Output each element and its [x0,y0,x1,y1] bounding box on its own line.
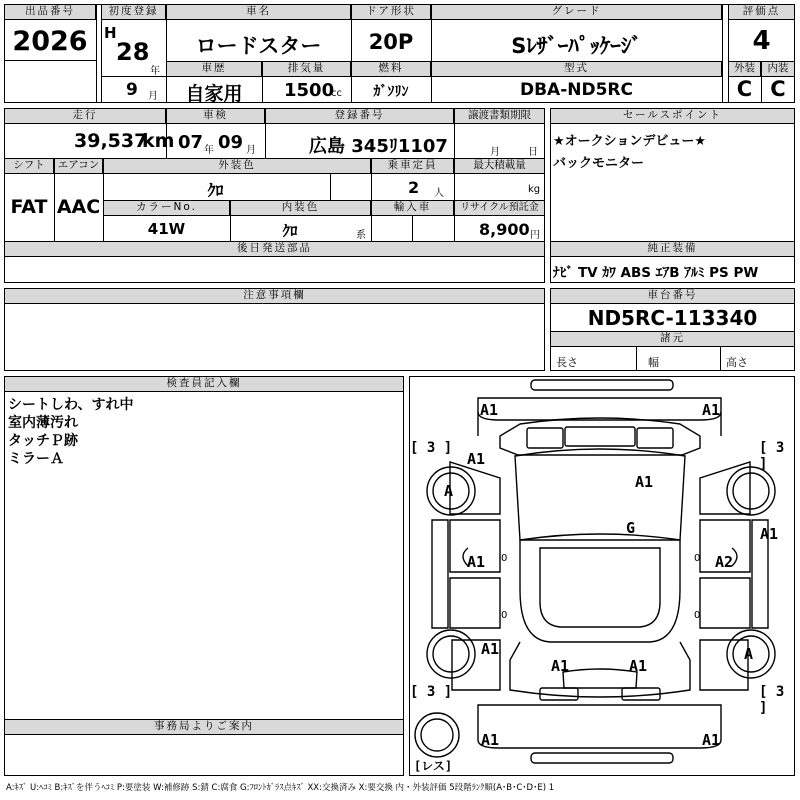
fuel-label: 燃料 [351,61,431,77]
spare-tire: [レス] [414,759,453,773]
grade-label: グレード [431,4,722,20]
damage-rear-bumper-right: A1 [702,731,721,749]
model-label: 型式 [431,61,722,77]
damage-door-left: A1 [467,553,486,571]
damage-windshield: G [626,519,636,537]
damage-hood: A1 [635,473,654,491]
mileage-label: 走行 [4,108,166,124]
damage-rear-bumper-left: A1 [481,731,500,749]
int-color-unit: 系 [356,230,366,241]
equipment-pw: PW [733,265,759,281]
door-value: 20P [368,30,414,54]
ac-label: エアコン [54,158,103,174]
tire-rear-left: [ 3 ] [410,684,453,700]
ext-color-value: ｸﾛ [207,181,224,200]
first-reg-left-border [101,20,102,103]
mileage-unit: km [142,130,175,152]
damage-front-right-panel: A1 [760,525,779,543]
width-label: 幅 [648,356,659,369]
damage-front-fender-left: A1 [467,450,486,468]
color-no-value: 41W [147,220,186,238]
equipment-tv: TV [577,265,598,281]
recycle-unit: 円 [530,230,540,241]
reg-year: 28 [116,38,150,66]
damage-trunk-right: A1 [629,657,648,675]
tire-rear-right: [ 3 ] [759,684,785,716]
selling-line-1: ★オークションデビュー★ [553,134,707,149]
length-label: 長さ [556,356,578,369]
model-value: DBA-ND5RC [519,80,633,100]
lot-number: 2026 [12,26,88,57]
door-label: ドア形状 [351,4,431,20]
grade-value: Sﾚｻﾞｰﾊﾟｯｹｰｼﾞ [511,34,642,58]
equipment-ps: PS [709,265,729,281]
inspector-line-2: 室内薄汚れ [8,415,78,431]
capacity-value: 2 [408,178,420,197]
chassis-number: ND5RC-113340 [587,306,758,330]
int-label: 内装 [761,61,795,77]
capacity-label: 乗車定員 [371,158,454,174]
damage-rear-fender-left: A1 [481,640,500,658]
tire-front-left: [ 3 ] [410,440,453,456]
reg-month: 9 [126,80,138,100]
mileage-right-border [166,124,167,158]
history-right-border [262,77,263,103]
specs-label: 諸元 [550,331,795,347]
int-score: C [770,77,786,101]
insp-year: 07 [178,132,204,153]
year-unit: 年 [150,66,160,77]
color-no-label: カラーNo. [103,200,230,216]
car-name: ロードスター [195,34,322,58]
score-label: 評価点 [728,4,795,20]
lot-right-border [96,4,97,103]
equipment-airbag: ｴｱB [655,265,680,281]
damage-front-bumper-right: A1 [702,401,721,419]
inspector-line-4: ミラーＡ [8,451,64,467]
ac-value: AAC [56,196,101,218]
damage-wheel-front-left: A [444,482,454,500]
inspector-line-3: タッチＰ跡 [8,433,78,449]
lot-label: 出品番号 [4,4,96,20]
displacement-unit: cc [331,88,342,99]
plate-value: 広島 345ﾘ1107 [309,136,448,157]
shift-value: FAT [10,196,48,218]
insp-right-border [265,124,266,158]
ext-color-sub-border [330,174,331,200]
damage-front-bumper-left: A1 [480,401,499,419]
inspection-label: 車検 [166,108,265,124]
zero-mark-left-upper: 0 [501,553,508,564]
caution-label: 注意事項欄 [4,288,545,304]
transfer-day-unit: 日 [528,147,538,158]
plate-label: 登録番号 [265,108,454,124]
lot-divider [4,60,96,61]
selling-label: セールスポイント [550,108,795,124]
plate-right-border [454,124,455,158]
inspector-label: 検査員記入欄 [4,376,404,392]
load-label: 最大積載量 [454,158,545,174]
ext-score: C [736,77,753,101]
grade-right-border [722,4,723,103]
first-reg-label: 初度登録 [101,4,166,20]
capacity-unit: 人 [434,188,444,199]
insp-month-unit: 月 [246,145,256,156]
spare-tire-value: レス [421,759,445,773]
legend: A:ｷｽﾞ U:ﾍｺﾐ B:ｷｽﾞを伴うﾍｺﾐ P:要塗装 W:補修跡 S:錆 C:腐食 G:ﾌﾛﾝﾄｶﾞﾗｽ点ｷｽﾞ XX:交換済み X:要交換 内・外装評価 5段階ﾗﾝｸ順(A･B･C･D･E) 1 [6,783,555,793]
history-label: 車歴 [166,61,262,77]
tire-front-left-value: 3 [426,440,436,456]
length-right-border [636,347,637,371]
displacement-value: 1500 [284,80,335,101]
zero-mark-right-upper: 0 [694,553,701,564]
equipment-nav: ﾅﾋﾞ [553,265,574,281]
ext-color-label: 外装色 [103,158,371,174]
int-color-value: ｸﾛ [282,222,298,240]
diagram-frame [409,376,795,776]
damage-trunk-left: A1 [551,657,570,675]
ext-label: 外装 [728,61,761,77]
import-label: 輸入車 [371,200,454,216]
equipment-leather: ｶﾜ [602,265,616,281]
score-value: 4 [752,26,771,56]
recycle-label: リサイクル預託金 [454,200,545,216]
load-unit: kg [528,184,541,195]
equipment-label: 純正装備 [550,241,795,257]
equipment-abs: ABS [620,265,651,281]
office-label: 事務局よりご案内 [4,719,404,735]
reg-divider [101,76,166,77]
zero-mark-right-lower: 0 [694,610,701,621]
car-name-label: 車名 [166,4,351,20]
chassis-label: 車台番号 [550,288,795,304]
damage-wheel-rear-right: A [744,645,754,663]
transfer-label: 譲渡書類期限 [454,108,545,124]
era-label: H [104,24,117,42]
insp-year-unit: 年 [204,145,214,156]
import-sub-border [412,216,413,241]
history-value: 自家用 [185,83,243,105]
height-label: 高さ [726,356,748,369]
mileage-value: 39,537 [74,130,148,152]
fuel-value: ｶﾞｿﾘﾝ [373,84,409,100]
tire-front-right: [ 3 ] [759,440,785,472]
damage-door-right: A2 [715,553,734,571]
tire-rear-left-value: 3 [426,684,436,700]
selling-line-2: バックモニター [553,156,645,171]
tire-rear-right-value: 3 [775,684,785,700]
zero-mark-left-lower: 0 [501,610,508,621]
insp-month: 09 [218,132,244,153]
int-color-label: 内装色 [230,200,371,216]
inspector-line-1: シートしわ、すれ中 [8,397,134,413]
later-parts-label: 後日発送部品 [4,241,545,257]
shift-label: シフト [4,158,54,174]
transfer-month-unit: 月 [490,147,500,158]
equipment-items [553,261,758,281]
width-right-border [720,347,721,371]
recycle-value: 8,900 [479,220,530,239]
month-unit: 月 [148,91,158,102]
displacement-label: 排気量 [262,61,351,77]
tire-front-right-value: 3 [775,440,785,456]
equipment-alloy: ｱﾙﾐ [684,265,705,281]
